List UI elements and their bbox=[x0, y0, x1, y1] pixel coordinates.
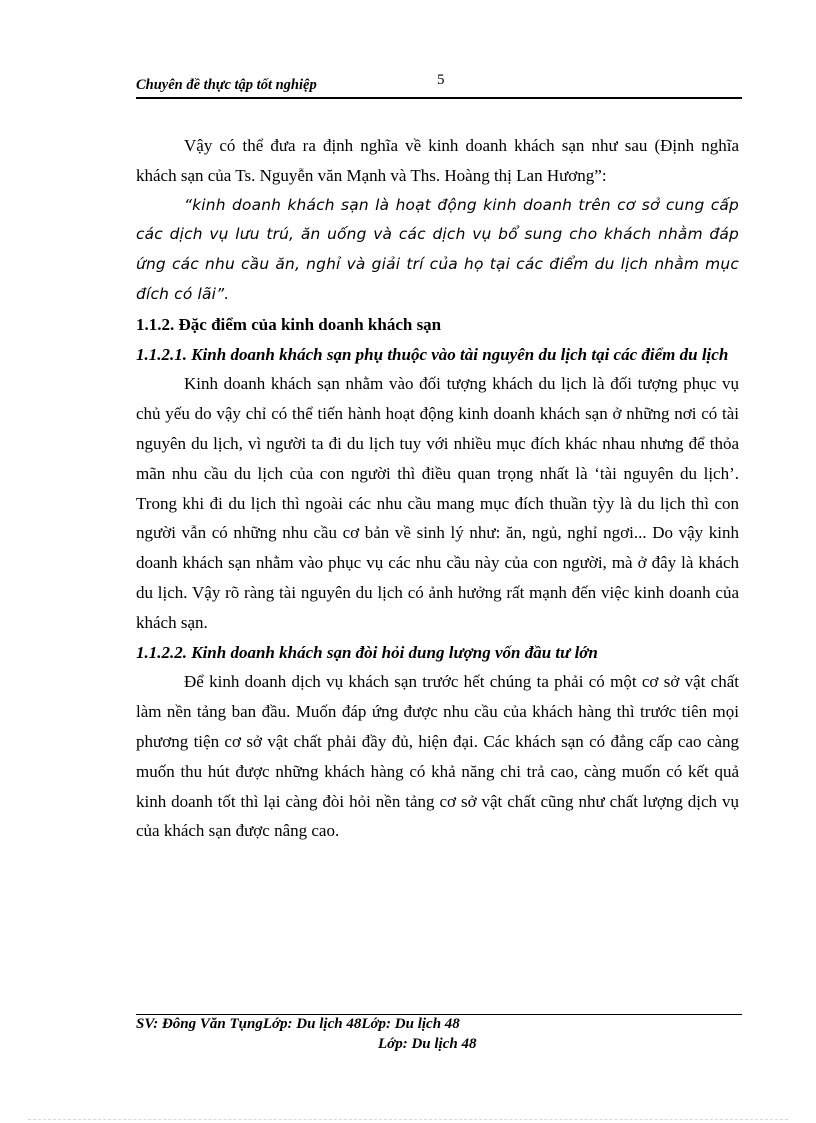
footer-class-info: Lớp: Du lịch 48 bbox=[378, 1036, 477, 1052]
intro-paragraph: Vậy có thể đưa ra định nghĩa về kinh doanh khách sạn như sau (Định nghĩa khách sạn của Ts. Nguyễn văn Mạnh và Ths. Hoàng thị Lan Hương”: bbox=[136, 136, 739, 185]
footer-student-info: SV: Đông Văn TụngLớp: Du lịch 48Lớp: Du lịch 48 bbox=[136, 1016, 460, 1032]
section-heading: 1.1.2. Đặc điểm của kinh doanh khách sạn bbox=[136, 314, 442, 334]
header-divider bbox=[136, 97, 742, 99]
subsection-2-paragraph: Để kinh doanh dịch vụ khách sạn trước hết chúng ta phải có một cơ sở vật chất làm nền tảng ban đầu. Muốn đáp ứng được nhu cầu của khách hàng thì trước tiên mọi phương tiện cơ sở vật chất phải đầy đủ, hiện đại. Các khách sạn có đẳng cấp cao càng muốn thu hút được những khách hàng có khả năng chi trả cao, càng muốn có kết quả kinh doanh tốt thì lại càng đòi hỏi nền tảng cơ sở vật chất cũng như chất lượng dịch vụ của khách sạn được nâng cao. bbox=[136, 672, 739, 841]
document-body bbox=[136, 131, 739, 846]
definition-quote: “kinh doanh khách sạn là hoạt động kinh doanh trên cơ sở cung cấp các dịch vụ lưu trú, ăn uống và các dịch vụ bổ sung cho khách nhằm đáp ứng các nhu cầu ăn, nghỉ và giải trí của họ tại các điểm du lịch nhằm mục đích có lãi”. bbox=[136, 195, 739, 303]
footer-divider bbox=[136, 1014, 742, 1015]
subsection-1-heading: 1.1.2.1. Kinh doanh khách sạn phụ thuộc vào tài nguyên du lịch tại các điểm du lịch bbox=[136, 344, 729, 364]
header-title: Chuyên đề thực tập tốt nghiệp bbox=[136, 77, 317, 93]
page-header bbox=[136, 72, 742, 96]
page-bottom-edge bbox=[28, 1119, 788, 1120]
page-number: 5 bbox=[437, 72, 445, 88]
subsection-2-heading: 1.1.2.2. Kinh doanh khách sạn đòi hỏi dung lượng vốn đầu tư lớn bbox=[136, 642, 598, 662]
subsection-1-paragraph: Kinh doanh khách sạn nhằm vào đối tượng khách du lịch là đối tượng phục vụ chủ yếu do vậy chỉ có thể tiến hành hoạt động kinh doanh khách sạn ở những nơi có tài nguyên du lịch, vì người ta đi du lịch tuy với nhiều mục đích khác nhau nhưng để thỏa mãn nhu cầu du lịch của con người thì điều quan trọng nhất là ‘tài nguyên du lịch’. Trong khi đi du lịch thì ngoài các nhu cầu mang mục đích thuần tỳy là du lịch thì con người vẫn có những nhu cầu cơ bản về sinh lý như: ăn, ngủ, nghỉ ngơi... Do vậy kinh doanh khách sạn nhằm vào phục vụ các nhu cầu này của con người, mà ở đây là khách du lịch. Vậy rõ ràng tài nguyên du lịch có ảnh hưởng rất mạnh đến việc kinh doanh của khách sạn. bbox=[136, 374, 739, 632]
